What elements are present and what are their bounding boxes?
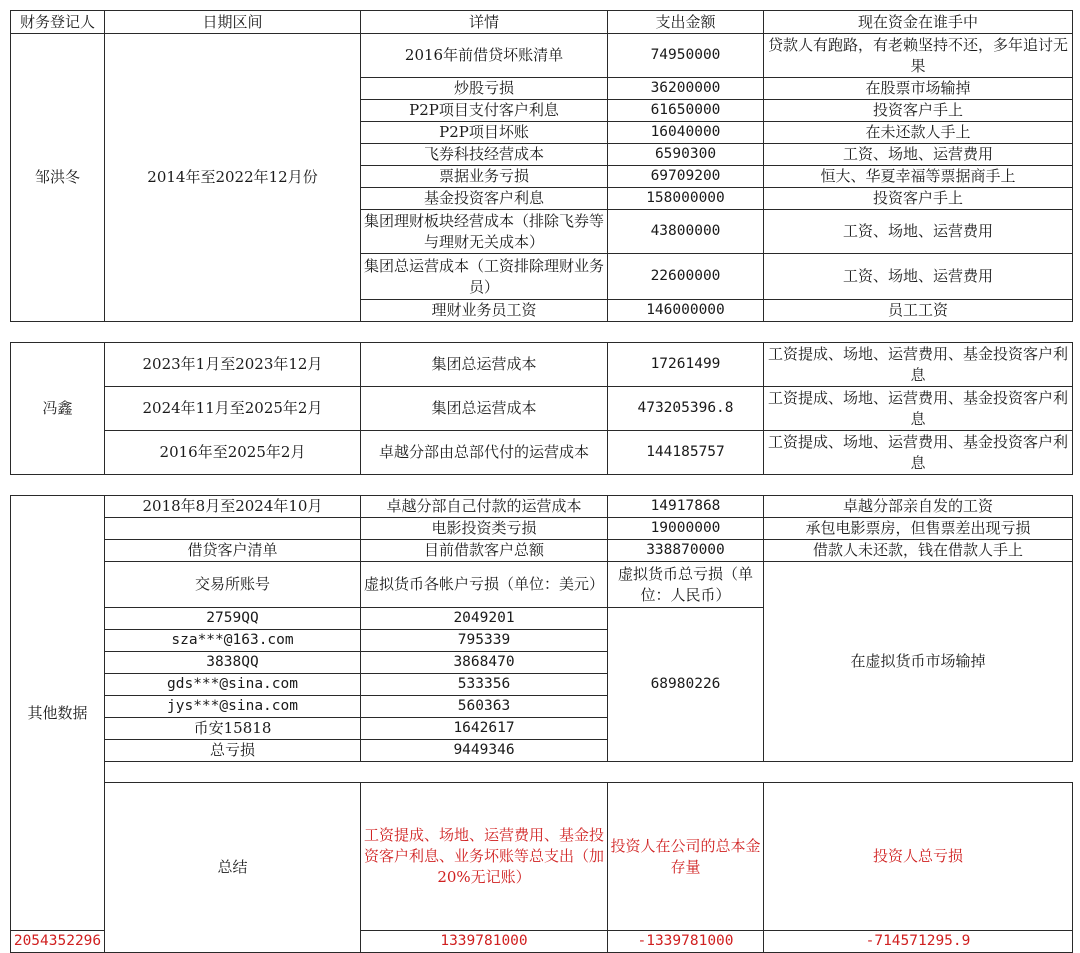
summary-own-loss-value: -714571295.9 bbox=[764, 931, 1073, 953]
header-fund-holder: 现在资金在谁手中 bbox=[764, 11, 1073, 34]
account-cell: 总亏损 bbox=[105, 740, 361, 762]
total-rmb-header: 虚拟货币总亏损（单位：人民币） bbox=[608, 562, 764, 608]
section-gap bbox=[11, 322, 1073, 343]
amount-cell: 69709200 bbox=[608, 166, 764, 188]
holder-cell: 在未还款人手上 bbox=[764, 122, 1073, 144]
registrar-cell: 冯鑫 bbox=[11, 343, 105, 475]
loss-cell: 9449346 bbox=[361, 740, 608, 762]
holder-cell: 工资提成、场地、运营费用、基金投资客户利息 bbox=[764, 343, 1073, 387]
table-row bbox=[11, 343, 1073, 387]
section-gap bbox=[11, 762, 1073, 783]
summary-investor-loss-label: 投资人总亏损 bbox=[764, 783, 1073, 931]
loss-cell: 1642617 bbox=[361, 718, 608, 740]
account-cell: jys***@sina.com bbox=[105, 696, 361, 718]
detail-cell: 目前借款客户总额 bbox=[361, 540, 608, 562]
holder-cell: 员工工资 bbox=[764, 300, 1073, 322]
loss-cell: 560363 bbox=[361, 696, 608, 718]
table-row bbox=[11, 34, 1073, 78]
holder-cell: 卓越分部亲自发的工资 bbox=[764, 496, 1073, 518]
holder-cell: 工资提成、场地、运营费用、基金投资客户利息 bbox=[764, 431, 1073, 475]
amount-cell: 473205396.8 bbox=[608, 387, 764, 431]
date-cell: 2018年8月至2024年10月 bbox=[105, 496, 361, 518]
crypto-total-rmb-cell: 68980226 bbox=[608, 608, 764, 762]
detail-cell: 基金投资客户利息 bbox=[361, 188, 608, 210]
account-cell: 币安15818 bbox=[105, 718, 361, 740]
detail-cell: 集团总运营成本 bbox=[361, 343, 608, 387]
amount-cell: 43800000 bbox=[608, 210, 764, 254]
registrar-cell: 邹洪冬 bbox=[11, 34, 105, 322]
table-row bbox=[11, 518, 1073, 540]
account-cell: sza***@163.com bbox=[105, 630, 361, 652]
table-row bbox=[11, 540, 1073, 562]
account-cell: 3838QQ bbox=[105, 652, 361, 674]
header-detail: 详情 bbox=[361, 11, 608, 34]
date-cell: 2024年11月至2025年2月 bbox=[105, 387, 361, 431]
holder-cell: 在股票市场输掉 bbox=[764, 78, 1073, 100]
summary-investor-principal-value: 1339781000 bbox=[361, 931, 608, 953]
summary-label: 总结 bbox=[105, 783, 361, 953]
detail-cell: 卓越分部由总部代付的运营成本 bbox=[361, 431, 608, 475]
detail-cell: 电影投资类亏损 bbox=[361, 518, 608, 540]
amount-cell: 6590300 bbox=[608, 144, 764, 166]
amount-cell: 16040000 bbox=[608, 122, 764, 144]
amount-cell: 17261499 bbox=[608, 343, 764, 387]
account-cell: gds***@sina.com bbox=[105, 674, 361, 696]
amount-cell: 36200000 bbox=[608, 78, 764, 100]
amount-cell: 61650000 bbox=[608, 100, 764, 122]
loss-cell: 533356 bbox=[361, 674, 608, 696]
account-cell: 2759QQ bbox=[105, 608, 361, 630]
holder-cell: 贷款人有跑路，有老赖坚持不还，多年追讨无果 bbox=[764, 34, 1073, 78]
detail-cell: 飞券科技经营成本 bbox=[361, 144, 608, 166]
amount-cell: 158000000 bbox=[608, 188, 764, 210]
crypto-holder-cell: 在虚拟货币市场输掉 bbox=[764, 562, 1073, 762]
holder-cell: 投资客户手上 bbox=[764, 188, 1073, 210]
amount-cell: 338870000 bbox=[608, 540, 764, 562]
header-date-range: 日期区间 bbox=[105, 11, 361, 34]
detail-cell: 集团总运营成本 bbox=[361, 387, 608, 431]
loss-cell: 3868470 bbox=[361, 652, 608, 674]
registrar-cell: 其他数据 bbox=[11, 496, 105, 931]
holder-cell: 借款人未还款，钱在借款人手上 bbox=[764, 540, 1073, 562]
detail-cell: 票据业务亏损 bbox=[361, 166, 608, 188]
crypto-header-row bbox=[11, 562, 1073, 608]
date-cell bbox=[105, 518, 361, 540]
loss-usd-header: 虚拟货币各帐户亏损（单位：美元） bbox=[361, 562, 608, 608]
summary-total-expense-value: 2054352296 bbox=[11, 931, 105, 953]
summary-total-expense-label: 工资提成、场地、运营费用、基金投资客户利息、业务坏账等总支出（加20%无记账） bbox=[361, 783, 608, 931]
expense-table bbox=[10, 10, 1073, 953]
holder-cell: 工资、场地、运营费用 bbox=[764, 144, 1073, 166]
summary-investor-principal-label: 投资人在公司的总本金存量 bbox=[608, 783, 764, 931]
label-cell: 借贷客户清单 bbox=[105, 540, 361, 562]
amount-cell: 19000000 bbox=[608, 518, 764, 540]
header-registrar: 财务登记人 bbox=[11, 11, 105, 34]
amount-cell: 14917868 bbox=[608, 496, 764, 518]
detail-cell: 2016年前借贷坏账清单 bbox=[361, 34, 608, 78]
amount-cell: 144185757 bbox=[608, 431, 764, 475]
expense-sheet bbox=[10, 10, 1072, 953]
header-amount: 支出金额 bbox=[608, 11, 764, 34]
date-cell: 2014年至2022年12月份 bbox=[105, 34, 361, 322]
amount-cell: 146000000 bbox=[608, 300, 764, 322]
detail-cell: 卓越分部自己付款的运营成本 bbox=[361, 496, 608, 518]
loss-cell: 2049201 bbox=[361, 608, 608, 630]
table-row bbox=[11, 431, 1073, 475]
summary-investor-loss-value: -1339781000 bbox=[608, 931, 764, 953]
holder-cell: 承包电影票房，但售票差出现亏损 bbox=[764, 518, 1073, 540]
loss-cell: 795339 bbox=[361, 630, 608, 652]
detail-cell: P2P项目支付客户利息 bbox=[361, 100, 608, 122]
detail-cell: P2P项目坏账 bbox=[361, 122, 608, 144]
detail-cell: 理财业务员工资 bbox=[361, 300, 608, 322]
date-cell: 2023年1月至2023年12月 bbox=[105, 343, 361, 387]
account-header: 交易所账号 bbox=[105, 562, 361, 608]
detail-cell: 集团理财板块经营成本（排除飞券等与理财无关成本） bbox=[361, 210, 608, 254]
header-row bbox=[11, 11, 1073, 34]
holder-cell: 投资客户手上 bbox=[764, 100, 1073, 122]
date-cell: 2016年至2025年2月 bbox=[105, 431, 361, 475]
holder-cell: 恒大、华夏幸福等票据商手上 bbox=[764, 166, 1073, 188]
table-row bbox=[11, 496, 1073, 518]
amount-cell: 22600000 bbox=[608, 254, 764, 300]
summary-header-row bbox=[11, 783, 1073, 931]
amount-cell: 74950000 bbox=[608, 34, 764, 78]
section-gap bbox=[11, 475, 1073, 496]
holder-cell: 工资、场地、运营费用 bbox=[764, 210, 1073, 254]
table-row bbox=[11, 387, 1073, 431]
holder-cell: 工资提成、场地、运营费用、基金投资客户利息 bbox=[764, 387, 1073, 431]
holder-cell: 工资、场地、运营费用 bbox=[764, 254, 1073, 300]
detail-cell: 集团总运营成本（工资排除理财业务员） bbox=[361, 254, 608, 300]
detail-cell: 炒股亏损 bbox=[361, 78, 608, 100]
